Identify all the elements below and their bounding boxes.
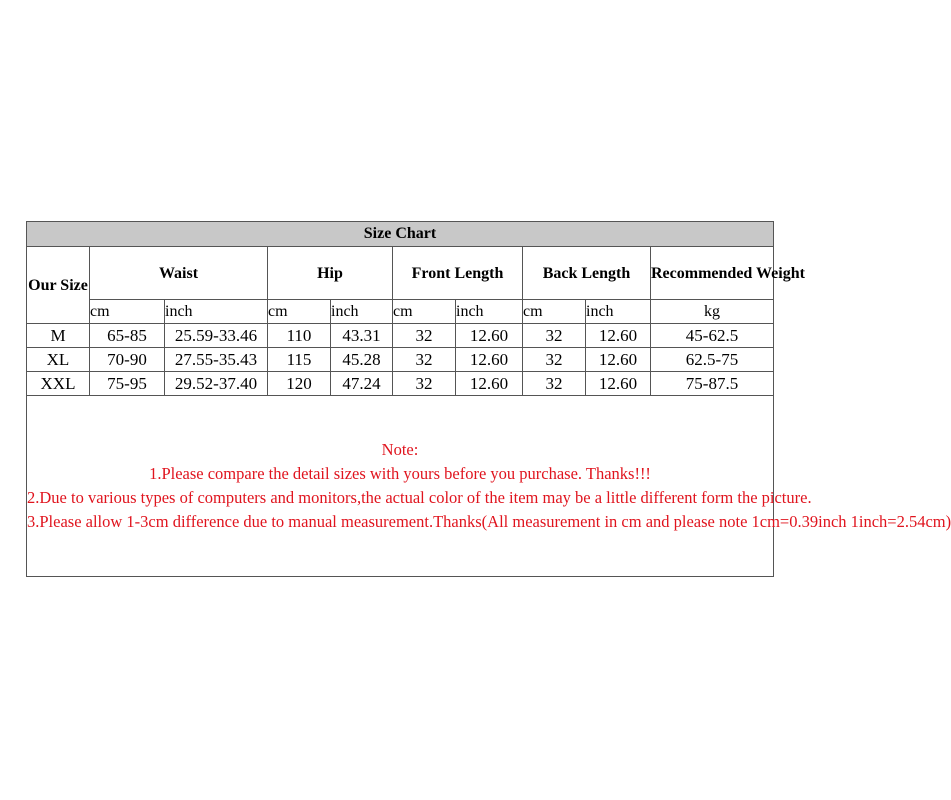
unit-cell: inch — [456, 300, 523, 324]
size-cell: XL — [27, 348, 90, 372]
table-row — [27, 324, 774, 348]
table-row — [27, 348, 774, 372]
note-row — [27, 396, 774, 577]
waist-cm-cell: 65-85 — [90, 324, 165, 348]
unit-cell: inch — [165, 300, 268, 324]
note-line-1: 1.Please compare the detail sizes with yours before you purchase. Thanks!!! — [149, 464, 651, 483]
back-inch-cell: 12.60 — [586, 348, 651, 372]
note-cell — [27, 396, 951, 577]
waist-inch-cell: 25.59-33.46 — [165, 324, 268, 348]
front-cm-cell: 32 — [393, 324, 456, 348]
weight-cell: 75-87.5 — [651, 372, 774, 396]
unit-cell: inch — [331, 300, 393, 324]
hip-inch-cell: 47.24 — [331, 372, 393, 396]
back-cm-cell: 32 — [523, 348, 586, 372]
size-cell: XXL — [27, 372, 90, 396]
header-row — [27, 247, 774, 300]
unit-cell: cm — [523, 300, 586, 324]
weight-cell: 45-62.5 — [651, 324, 774, 348]
back-inch-cell: 12.60 — [586, 324, 651, 348]
front-cm-cell: 32 — [393, 348, 456, 372]
unit-cell: inch — [586, 300, 651, 324]
hip-inch-cell: 43.31 — [331, 324, 393, 348]
front-length-header: Front Length — [393, 247, 523, 300]
size-chart-table — [26, 221, 951, 577]
waist-inch-cell: 27.55-35.43 — [165, 348, 268, 372]
front-inch-cell: 12.60 — [456, 372, 523, 396]
waist-inch-cell: 29.52-37.40 — [165, 372, 268, 396]
our-size-header: Our Size — [27, 247, 90, 324]
note-line-3: 3.Please allow 1-3cm difference due to manual measurement.Thanks(All measurement in cm and please note 1cm=0.39inch 1inch=2.54cm) — [27, 512, 951, 531]
note-heading: Note: — [381, 440, 419, 459]
front-cm-cell: 32 — [393, 372, 456, 396]
front-inch-cell: 12.60 — [456, 348, 523, 372]
recommended-weight-header: Recommended Weight — [651, 247, 774, 300]
weight-cell: 62.5-75 — [651, 348, 774, 372]
size-cell: M — [27, 324, 90, 348]
unit-cell: kg — [651, 300, 774, 324]
hip-inch-cell: 45.28 — [331, 348, 393, 372]
hip-header: Hip — [268, 247, 393, 300]
unit-cell: cm — [393, 300, 456, 324]
unit-cell: cm — [90, 300, 165, 324]
hip-cm-cell: 120 — [268, 372, 331, 396]
title-row — [27, 222, 774, 247]
unit-cell: cm — [268, 300, 331, 324]
hip-cm-cell: 115 — [268, 348, 331, 372]
back-cm-cell: 32 — [523, 372, 586, 396]
unit-row — [27, 300, 774, 324]
back-cm-cell: 32 — [523, 324, 586, 348]
back-inch-cell: 12.60 — [586, 372, 651, 396]
hip-cm-cell: 110 — [268, 324, 331, 348]
waist-header: Waist — [90, 247, 268, 300]
chart-title: Size Chart — [27, 222, 774, 247]
back-length-header: Back Length — [523, 247, 651, 300]
waist-cm-cell: 75-95 — [90, 372, 165, 396]
waist-cm-cell: 70-90 — [90, 348, 165, 372]
front-inch-cell: 12.60 — [456, 324, 523, 348]
note-line-2: 2.Due to various types of computers and monitors,the actual color of the item may be a little different form the picture. — [27, 488, 812, 507]
table-row — [27, 372, 774, 396]
